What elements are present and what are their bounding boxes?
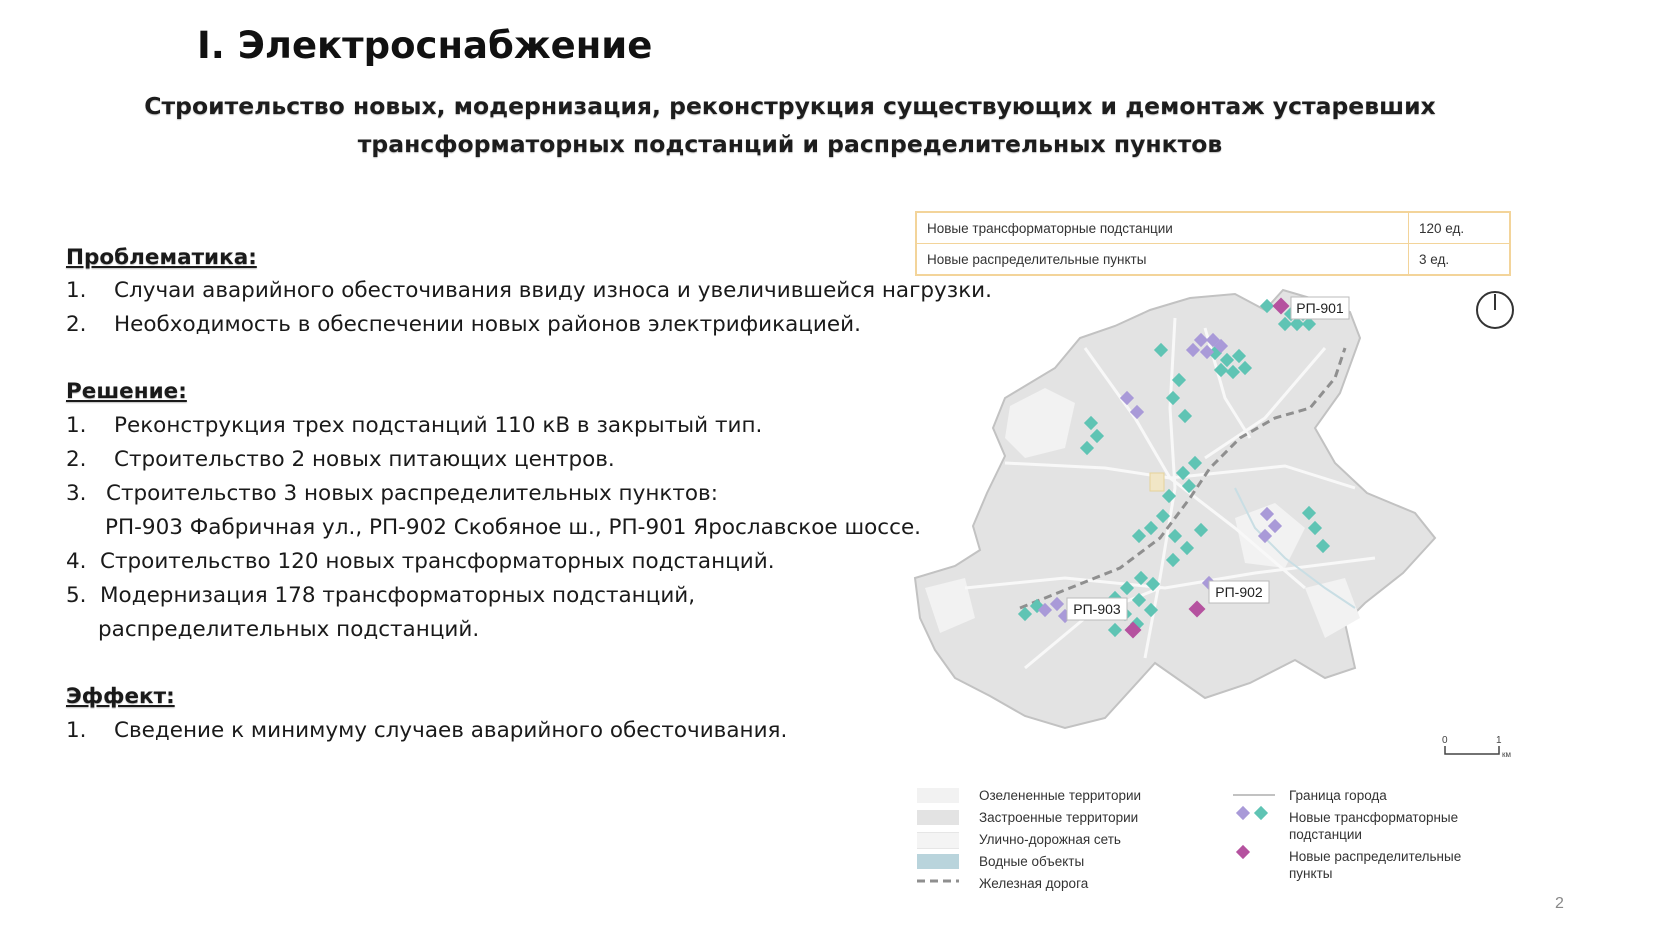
table-row: [916, 212, 1510, 244]
legend-label-new-ts-1: Новые трансформаторные: [1289, 810, 1459, 825]
center-marker: [1150, 473, 1164, 491]
scale-unit: км: [1502, 750, 1511, 758]
list-item: [66, 718, 787, 743]
legend-label-green: Озелененные территории: [979, 788, 1142, 803]
legend-swatch-built: [917, 810, 959, 825]
map-label-rp903: [1067, 598, 1127, 620]
scale-one: 1: [1496, 735, 1502, 746]
legend-label-built: Застроенные территории: [979, 810, 1139, 825]
scale-bar: [1442, 735, 1511, 758]
stats-table: [915, 211, 1511, 276]
list-item: [66, 549, 775, 574]
legend-label-new-ts-2: подстанции: [1289, 827, 1362, 842]
page-subtitle: [130, 87, 1450, 163]
list-item-continuation: РП-903 Фабричная ул., РП-902 Скобяное ш., РП-901 Ярославское шоссе.: [105, 515, 922, 540]
list-number: 1.: [66, 413, 87, 438]
list-number: 4.: [66, 549, 87, 574]
map-label-text: РП-902: [1215, 584, 1263, 600]
legend-label-new-rp-2: пункты: [1289, 866, 1333, 881]
list-item-continuation: распределительных подстанций.: [98, 617, 480, 642]
table-cell-label: Новые трансформаторные подстанции: [916, 212, 1409, 244]
subtitle-line-1: Строительство новых, модернизация, реконструкция существующих и демонтаж устаревших: [144, 92, 1436, 120]
scale-zero: 0: [1442, 735, 1448, 746]
list-number: 1.: [66, 278, 87, 303]
problems-heading: Проблематика:: [66, 245, 257, 270]
list-item: [66, 583, 695, 608]
legend-label-boundary: Граница города: [1289, 788, 1387, 803]
map-label-text: РП-903: [1073, 601, 1121, 617]
list-item: [66, 413, 762, 438]
table-cell-value: 3 ед.: [1409, 244, 1511, 276]
subtitle-line-2: трансформаторных подстанций и распределительных пунктов: [357, 130, 1223, 158]
list-text: Модернизация 178 трансформаторных подстанций,: [100, 583, 696, 608]
map-label-rp901: [1291, 297, 1349, 319]
list-text: Строительство 2 новых питающих центров.: [114, 447, 615, 472]
legend-swatch-new-ts: [1233, 805, 1275, 821]
list-text: Строительство 120 новых трансформаторных подстанций.: [100, 549, 775, 574]
list-number: 3.: [66, 481, 87, 506]
page-title: I. Электроснабжение: [197, 24, 653, 67]
legend-label-water: Водные объекты: [979, 854, 1085, 869]
city-area: [915, 290, 1435, 728]
solution-heading: Решение:: [66, 379, 187, 404]
legend-swatch-green: [917, 788, 959, 803]
page-number: 2: [1555, 895, 1564, 912]
list-text: Случаи аварийного обесточивания ввиду износа и увеличившейся нагрузки.: [114, 278, 992, 303]
list-number: 5.: [66, 583, 87, 608]
list-item: [66, 278, 992, 303]
table-cell-value: 120 ед.: [1409, 212, 1511, 244]
legend-swatch-roads: [917, 832, 959, 849]
table-cell-label: Новые распределительные пункты: [916, 244, 1409, 276]
list-text: Строительство 3 новых распределительных пунктов:: [106, 481, 718, 506]
city-map: [905, 288, 1525, 758]
list-item: [66, 447, 615, 472]
legend-label-roads: Улично-дорожная сеть: [979, 832, 1121, 847]
legend-label-new-rp-1: Новые распределительные: [1289, 849, 1462, 864]
effect-heading: Эффект:: [66, 684, 175, 709]
legend-swatch-boundary: [1233, 790, 1275, 800]
list-number: 2.: [66, 447, 87, 472]
legend-label-railway: Железная дорога: [979, 876, 1089, 891]
legend-swatch-water: [917, 854, 959, 869]
table-row: [916, 244, 1510, 276]
list-text: Необходимость в обеспечении новых районов электрификацией.: [114, 312, 861, 337]
list-item: [66, 312, 861, 337]
map-legend: [915, 780, 1555, 890]
list-number: 1.: [66, 718, 87, 743]
map-label-text: РП-901: [1296, 300, 1344, 316]
list-number: 2.: [66, 312, 87, 337]
list-item: [66, 481, 718, 506]
list-text: Реконструкция трех подстанций 110 кВ в закрытый тип.: [114, 413, 763, 438]
north-arrow-icon: [1477, 292, 1513, 328]
map-label-rp902: [1209, 581, 1269, 603]
legend-swatch-new-rp: [1233, 844, 1275, 860]
legend-swatch-railway: [917, 876, 959, 886]
list-text: Сведение к минимуму случаев аварийного обесточивания.: [114, 718, 788, 743]
